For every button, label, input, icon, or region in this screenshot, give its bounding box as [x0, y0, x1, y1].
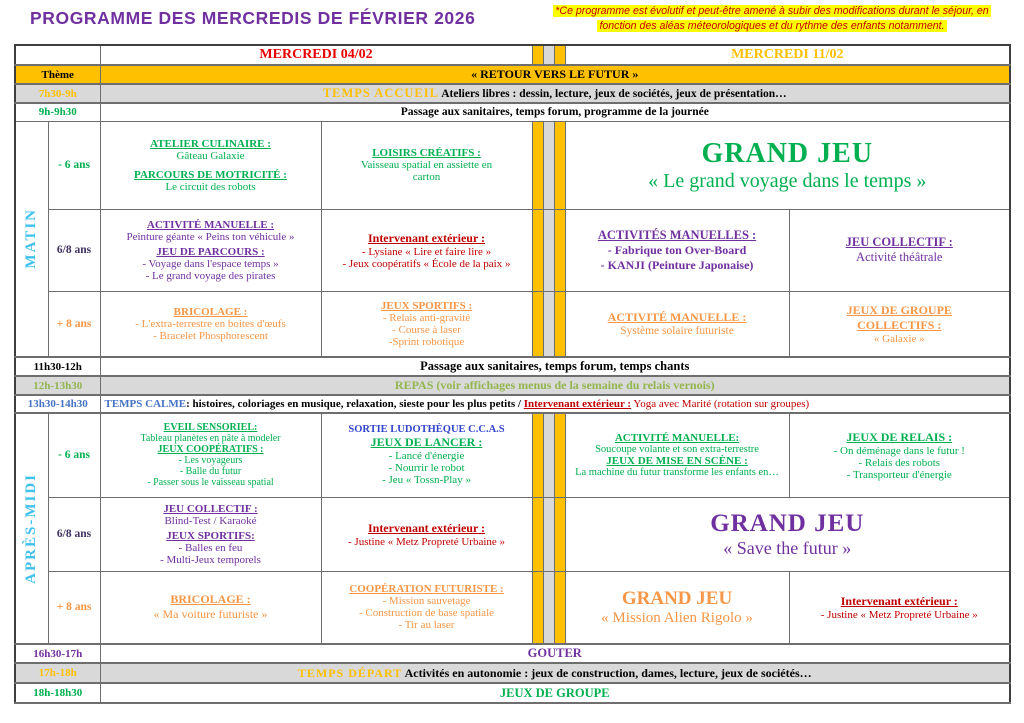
stripe-orange: [554, 497, 565, 571]
cell-matin-8-d1c2: JEUX SPORTIFS : - Relais anti-gravité - Course à laser -Sprint robotique: [321, 291, 532, 357]
accueil-title: TEMPS ACCUEIL: [322, 86, 439, 100]
row-pm-68ans: [15, 497, 1010, 571]
time-accueil: 7h30-9h: [15, 84, 100, 103]
time-calme: 13h30-14h30: [15, 395, 100, 413]
age-matin-6: - 6 ans: [48, 121, 100, 209]
note-line-1: *Ce programme est évolutif et peut-être amené à subir des modifications durant le séjour, en: [555, 5, 989, 17]
age-matin-68: 6/8 ans: [48, 209, 100, 291]
cell-matin-68-d1c1: ACTIVITÉ MANUELLE : Peinture géante « Peins ton véhicule » JEU DE PARCOURS : - Voyage dans l'espace temps » - Le grand voyage des pirates: [100, 209, 321, 291]
age-matin-8: + 8 ans: [48, 291, 100, 357]
cell-matin-68-d1c2: Intervenant extérieur : - Lysiane « Lire et faire lire » - Jeux coopératifs « École de la paix »: [321, 209, 532, 291]
cell-pm-68-d2-grandjeu: GRAND JEU « Save the futur »: [565, 497, 1010, 571]
cell-pm-8-d2-grandjeu: GRAND JEU « Mission Alien Rigolo »: [565, 571, 789, 644]
session-matin: [15, 121, 48, 357]
time-forum1: 9h-9h30: [15, 103, 100, 121]
band-calme: [100, 395, 1010, 413]
age-pm-6: - 6 ans: [48, 413, 100, 497]
stripe-orange: [554, 45, 565, 65]
stripe-gray: [543, 413, 554, 497]
stripe-gray: [543, 45, 554, 65]
row-matin-6ans: [15, 121, 1010, 209]
session-apresmidi-label: APRÈS-MIDI: [23, 473, 40, 584]
stripe-gray: [543, 571, 554, 644]
band-forum2: Passage aux sanitaires, temps forum, temps chants: [100, 357, 1010, 376]
row-matin-68ans: [15, 209, 1010, 291]
day1-header: MERCREDI 04/02: [100, 45, 532, 65]
row-theme: [15, 65, 1010, 84]
page-title: PROGRAMME DES MERCREDIS DE FÉVRIER 2026: [30, 8, 476, 28]
calme-title: TEMPS CALME: [104, 398, 187, 410]
band-accueil: [100, 84, 1010, 103]
row-pm-6ans: [15, 413, 1010, 497]
row-forum1: [15, 103, 1010, 121]
time-forum2: 11h30-12h: [15, 357, 100, 376]
row-gouter: [15, 644, 1010, 663]
stripe-gray: [543, 121, 554, 209]
stripe-orange: [532, 413, 543, 497]
stripe-gray: [543, 291, 554, 357]
theme-value: « RETOUR VERS LE FUTUR »: [100, 65, 1010, 84]
stripe-orange: [532, 497, 543, 571]
band-forum1: Passage aux sanitaires, temps forum, programme de la journée: [100, 103, 1010, 121]
theme-label: Thème: [15, 65, 100, 84]
band-gouter: GOUTER: [100, 644, 1010, 663]
program-table: [14, 44, 1011, 704]
stripe-orange: [554, 121, 565, 209]
cell-matin-6-d1c2: LOISIRS CRÉATIFS : Vaisseau spatial en assiette en carton: [321, 121, 532, 209]
cell-matin-68-d2c1: ACTIVITÉS MANUELLES : - Fabrique ton Over-Board - KANJI (Peinture Japonaise): [565, 209, 789, 291]
band-repas: REPAS (voir affichages menus de la semaine du relais vernois): [100, 376, 1010, 395]
age-pm-68: 6/8 ans: [48, 497, 100, 571]
cell-matin-6-d1c1: ATELIER CULINAIRE : Gâteau Galaxie PARCOURS DE MOTRICITÉ : Le circuit des robots: [100, 121, 321, 209]
cell-matin-6-d2-grandjeu: GRAND JEU « Le grand voyage dans le temps »: [565, 121, 1010, 209]
note-line-2: fonction des aléas méteorologiques et du rythme des enfants notamment.: [599, 20, 945, 33]
calme-text: : histoires, coloriages en musique, relaxation, sieste pour les plus petits /: [186, 398, 524, 410]
stripe-orange: [554, 291, 565, 357]
row-repas: [15, 376, 1010, 395]
stripe-orange: [532, 121, 543, 209]
cell-pm-68-d1c1: JEU COLLECTIF : Blind-Test / Karaoké JEUX SPORTIFS: - Balles en feu - Multi-Jeux temporels: [100, 497, 321, 571]
session-apresmidi: [15, 413, 48, 644]
accueil-text: Ateliers libres : dessin, lecture, jeux de sociétés, jeux de présentation…: [438, 88, 787, 100]
depart-title: TEMPS DÉPART: [297, 665, 403, 680]
cell-matin-8-d1c1: BRICOLAGE : - L'extra-terrestre en boites d'œufs - Bracelet Phosphorescent: [100, 291, 321, 357]
stripe-orange: [532, 209, 543, 291]
row-pm-8ans: [15, 571, 1010, 644]
band-depart: [100, 663, 1010, 683]
cell-pm-8-d2c2: Intervenant extérieur : - Justine « Metz Propreté Urbaine »: [789, 571, 1010, 644]
cell-pm-6-d2c1: ACTIVITÉ MANUELLE: Soucoupe volante et son extra-terrestre JEUX DE MISE EN SCÈNE : La machine du futur transforme les enfants en…: [565, 413, 789, 497]
row-forum2: [15, 357, 1010, 376]
stripe-orange: [532, 45, 543, 65]
cell-pm-6-d1c1: EVEIL SENSORIEL: Tableau planètes en pâte à modeler JEUX COOPÉRATIFS : - Les voyageurs - Balle du futur - Passer sous le vaisseau spatial: [100, 413, 321, 497]
calme-red-text: Yoga avec Marité (rotation sur groupes): [631, 398, 810, 410]
row-groupe: [15, 683, 1010, 703]
time-groupe: 18h-18h30: [15, 683, 100, 703]
session-matin-label: MATIN: [23, 208, 40, 270]
row-depart: [15, 663, 1010, 683]
row-accueil: [15, 84, 1010, 103]
row-matin-8ans: [15, 291, 1010, 357]
time-depart: 17h-18h: [15, 663, 100, 683]
cell-pm-6-d2c2: JEUX DE RELAIS : - On déménage dans le futur ! - Relais des robots - Transporteur d'énergie: [789, 413, 1010, 497]
cell-pm-6-d1c2: SORTIE LUDOTHÈQUE C.C.A.S JEUX DE LANCER : - Lancé d'énergie - Nourrir le robot - Jeu « Tossn-Play »: [321, 413, 532, 497]
corner-cell: [15, 45, 100, 65]
stripe-gray: [543, 209, 554, 291]
cell-matin-68-d2c2: JEU COLLECTIF : Activité théâtrale: [789, 209, 1010, 291]
stripe-orange: [554, 571, 565, 644]
calme-intervenant: Intervenant extérieur :: [523, 398, 632, 410]
time-repas: 12h-13h30: [15, 376, 100, 395]
day2-header: MERCREDI 11/02: [565, 45, 1010, 65]
cell-pm-8-d1c2: COOPÉRATION FUTURISTE : - Mission sauvetage - Construction de base spatiale - Tir au laser: [321, 571, 532, 644]
row-calme: [15, 395, 1010, 413]
stripe-orange: [554, 413, 565, 497]
band-groupe: JEUX DE GROUPE: [100, 683, 1010, 703]
stripe-orange: [532, 571, 543, 644]
stripe-orange: [532, 291, 543, 357]
cell-pm-8-d1c1: BRICOLAGE : « Ma voiture futuriste »: [100, 571, 321, 644]
cell-pm-68-d1c2: Intervenant extérieur : - Justine « Metz Propreté Urbaine »: [321, 497, 532, 571]
cell-matin-8-d2c2: JEUX DE GROUPE COLLECTIFS : « Galaxie »: [789, 291, 1010, 357]
evolution-note: [526, 4, 1018, 35]
stripe-orange: [554, 209, 565, 291]
row-day-header: [15, 45, 1010, 65]
time-gouter: 16h30-17h: [15, 644, 100, 663]
age-pm-8: + 8 ans: [48, 571, 100, 644]
depart-text: Activités en autonomie : jeux de construction, dames, lecture, jeux de sociétés…: [402, 665, 812, 680]
stripe-gray: [543, 497, 554, 571]
cell-matin-8-d2c1: ACTIVITÉ MANUELLE : Système solaire futuriste: [565, 291, 789, 357]
